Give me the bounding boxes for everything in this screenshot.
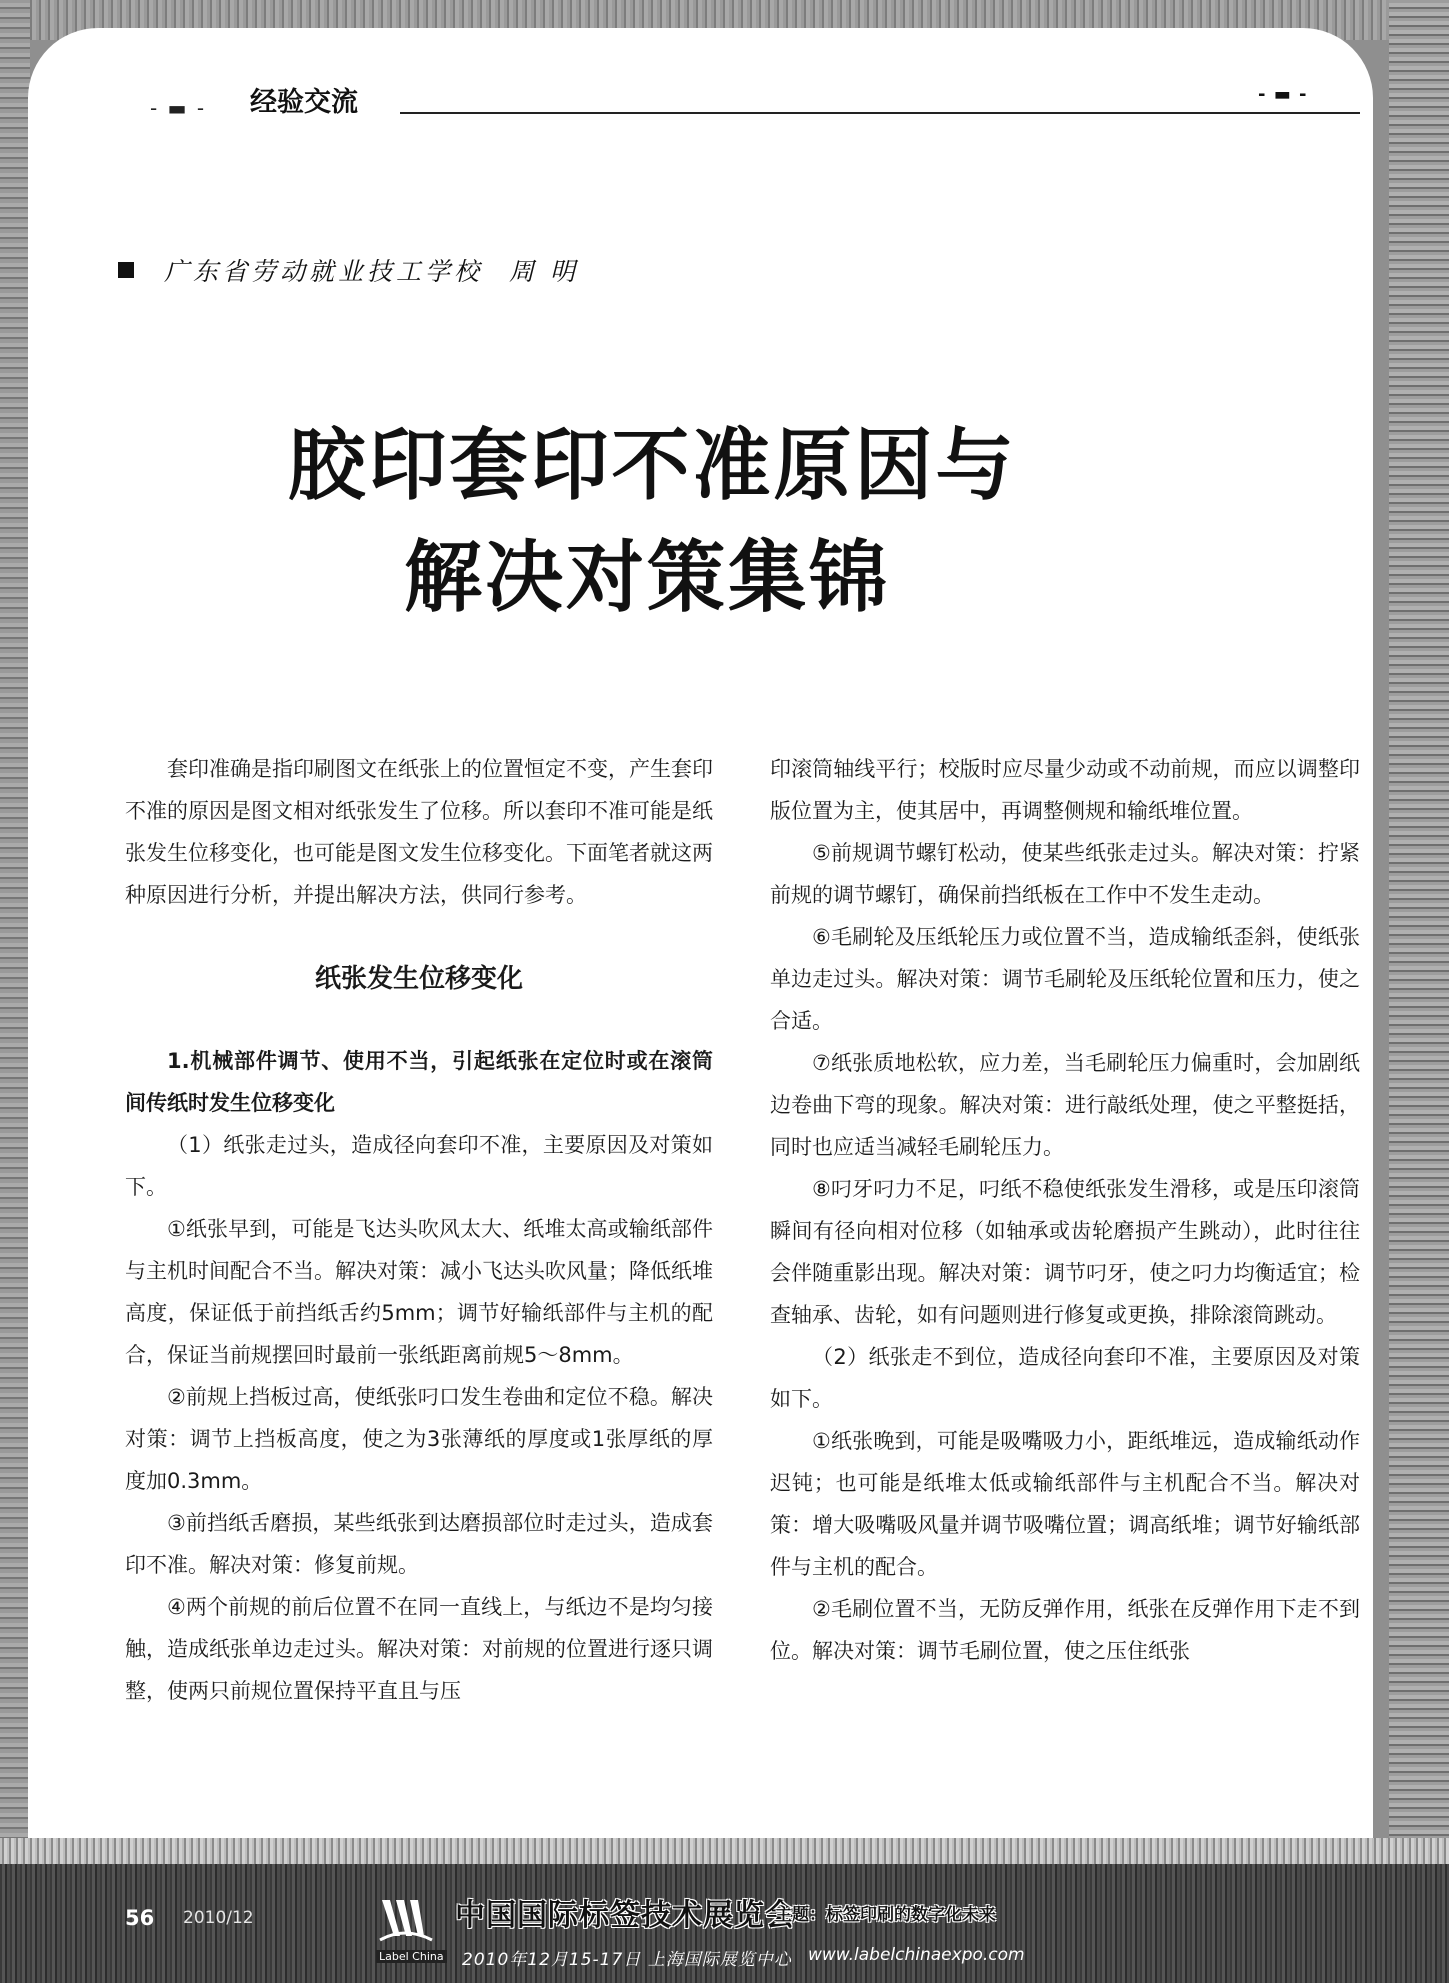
expo-date-venue: 2010年12月15-17日 上海国际展览中心 <box>462 1950 792 1970</box>
logo-label: Label China <box>376 1950 447 1963</box>
header-left-decoration: - ▬ - <box>150 96 207 120</box>
body-paragraph: ⑧叼牙叼力不足，叼纸不稳使纸张发生滑移，或是压印滚筒瞬间有径向相对位移（如轴承或齿轮磨损产生跳动），此时往往会伴随重影出现。解决对策：调节叼牙，使之叼力均衡适宜；检查轴承、齿轮，如有问题则进行修复或更换，排除滚筒跳动。 <box>770 1177 1360 1327</box>
body-paragraph: ⑦纸张质地松软，应力差，当毛刷轮压力偏重时，会加剧纸边卷曲下弯的现象。解决对策：进行敲纸处理，使之平整挺括，同时也应适当减轻毛刷轮压力。 <box>770 1051 1360 1159</box>
body-paragraph: ④两个前规的前后位置不在同一直线上，与纸边不是均匀接触，造成纸张单边走过头。解决对策：对前规的位置进行逐只调整，使两只前规位置保持平直且与压 <box>125 1595 713 1703</box>
label-china-logo-icon <box>376 1896 434 1948</box>
black-square-icon <box>118 262 134 278</box>
issue-date: 2010/12 <box>183 1908 254 1928</box>
expo-name: 中国国际标签技术展览会 <box>455 1898 796 1933</box>
section-heading: 纸张发生位移变化 <box>314 964 523 994</box>
page-number: 56 <box>125 1906 155 1930</box>
body-paragraph: 印滚筒轴线平行；校版时应尽量少动或不动前规，而应以调整印版位置为主，使其居中，再调整侧规和输纸堆位置。 <box>770 757 1360 823</box>
article-title <box>0 410 1449 634</box>
body-paragraph: ①纸张早到，可能是飞达头吹风太大、纸堆太高或输纸部件与主机时间配合不当。解决对策：减小飞达头吹风量；降低纸堆高度，保证低于前挡纸舌约5mm；调节好输纸部件与主机的配合，保证当前规摆回时最前一张纸距离前规5～8mm。 <box>125 1217 713 1367</box>
expo-theme: 主题：标签印刷的数字化未来 <box>775 1905 996 1925</box>
author-institution: 广东省劳动就业技工学校 <box>164 257 484 286</box>
body-paragraph: ③前挡纸舌磨损，某些纸张到达磨损部位时走过头，造成套印不准。解决对策：修复前规。 <box>125 1511 713 1577</box>
footer-noise-strip <box>0 1838 1449 1864</box>
body-paragraph: ⑤前规调节螺钉松动，使某些纸张走过头。解决对策：拧紧前规的调节螺钉，确保前挡纸板在工作中不发生走动。 <box>770 841 1360 907</box>
intro-paragraph: 套印准确是指印刷图文在纸张上的位置恒定不变，产生套印不准的原因是图文相对纸张发生了位移。所以套印不准可能是纸张发生位移变化，也可能是图文发生位移变化。下面笔者就这两种原因进行分析，并提出解决方法，供同行参考。 <box>125 757 713 907</box>
header-rule <box>400 112 1360 114</box>
author-line <box>118 252 579 288</box>
title-line-2: 解决对策集锦 <box>403 532 890 623</box>
left-column <box>125 748 713 1712</box>
body-paragraph: ②毛刷位置不当，无防反弹作用，纸张在反弹作用下走不到位。解决对策：调节毛刷位置，使之压住纸张 <box>770 1597 1360 1663</box>
section-label: 经验交流 <box>250 87 358 118</box>
body-paragraph: （2）纸张走不到位，造成径向套印不准，主要原因及对策如下。 <box>770 1345 1360 1411</box>
sub-heading: 1.机械部件调节、使用不当，引起纸张在定位时或在滚筒间传纸时发生位移变化 <box>125 1049 713 1115</box>
header-right-decoration: - ▬ - <box>1258 84 1308 105</box>
right-column <box>770 748 1360 1672</box>
title-line-1: 胶印套印不准原因与 <box>287 420 1017 511</box>
body-paragraph: ①纸张晚到，可能是吸嘴吸力小，距纸堆远，造成输纸动作迟钝；也可能是纸堆太低或输纸部件与主机配合不当。解决对策：增大吸嘴吸风量并调节吸嘴位置；调高纸堆；调节好输纸部件与主机的配合。 <box>770 1429 1360 1579</box>
body-paragraph: （1）纸张走过头，造成径向套印不准，主要原因及对策如下。 <box>125 1133 713 1199</box>
scan-edge-right <box>1389 0 1449 1983</box>
expo-url: www.labelchinaexpo.com <box>808 1945 1025 1965</box>
author-name: 周 明 <box>509 257 579 286</box>
body-paragraph: ⑥毛刷轮及压纸轮压力或位置不当，造成输纸歪斜，使纸张单边走过头。解决对策：调节毛刷轮及压纸轮位置和压力，使之合适。 <box>770 925 1360 1033</box>
scan-edge-left <box>0 0 30 1983</box>
body-paragraph: ②前规上挡板过高，使纸张叼口发生卷曲和定位不稳。解决对策：调节上挡板高度，使之为3张薄纸的厚度或1张厚纸的厚度加0.3mm。 <box>125 1385 713 1493</box>
